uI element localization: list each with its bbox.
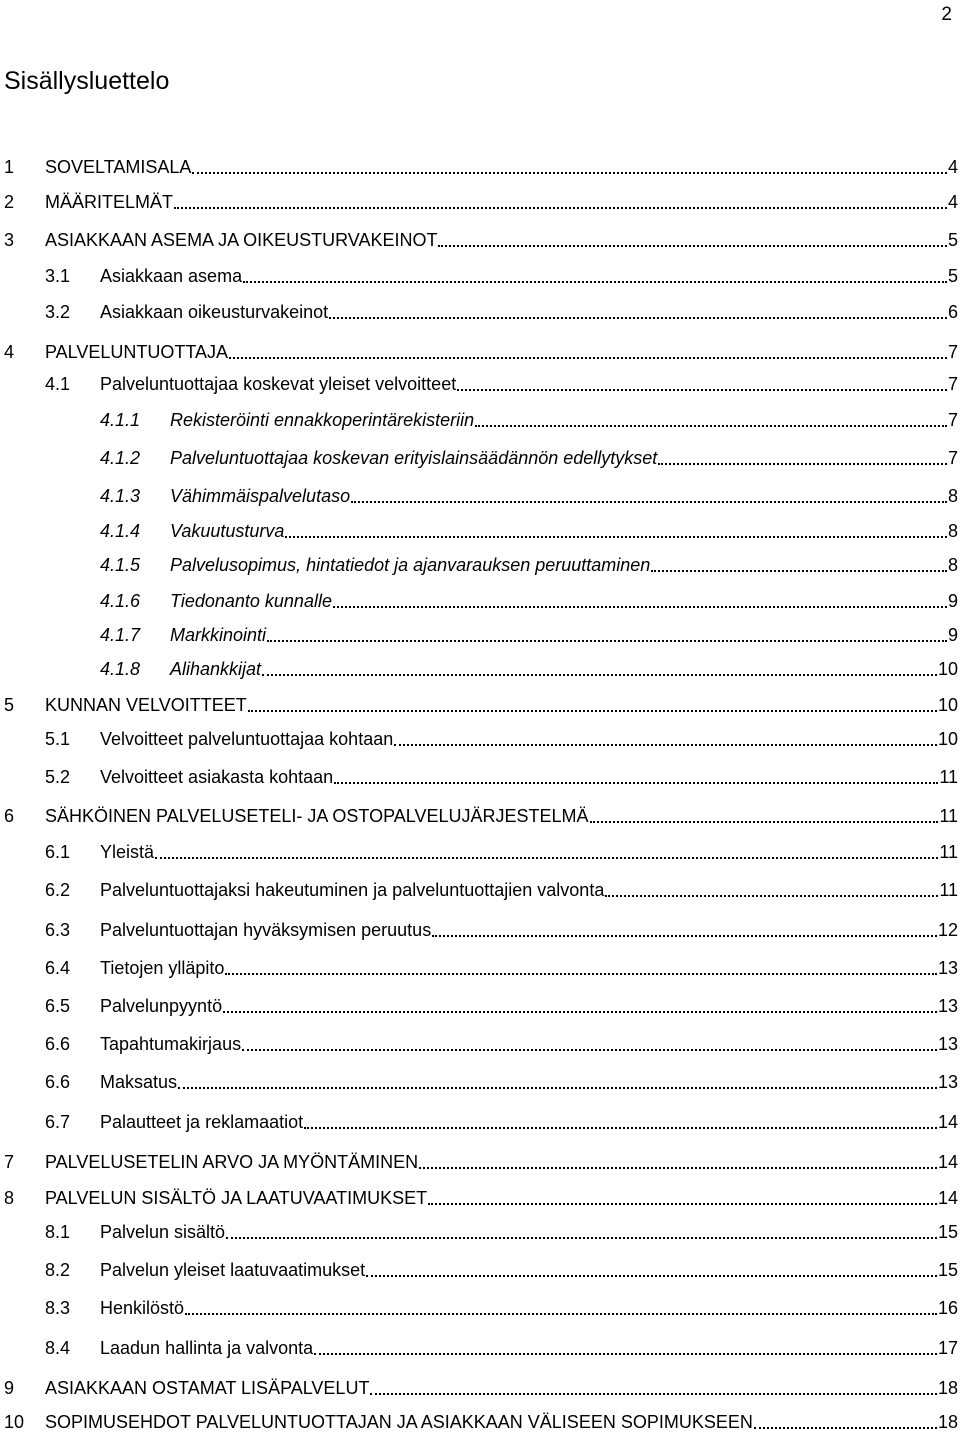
toc-entry-title: SOVELTAMISALA — [45, 157, 192, 177]
toc-dot-leader — [432, 935, 937, 937]
toc-entry-title: Palvelun yleiset laatuvaatimukset — [100, 1260, 366, 1280]
toc-entry[interactable] — [0, 228, 960, 252]
toc-dot-leader — [225, 973, 937, 975]
toc-entry-title: PALVELUSETELIN ARVO JA MYÖNTÄMINEN — [45, 1152, 419, 1172]
toc-entry[interactable] — [0, 264, 960, 288]
toc-entry-number: 10 — [4, 1412, 25, 1432]
toc-dot-leader — [304, 1127, 937, 1129]
toc-dot-leader — [262, 674, 937, 676]
toc-entry-title: Laadun hallinta ja valvonta — [100, 1338, 314, 1358]
toc-entry-page: 17 — [937, 1338, 958, 1358]
toc-dot-leader — [178, 1087, 937, 1089]
toc-dot-leader — [658, 463, 947, 465]
toc-entry[interactable] — [0, 300, 960, 324]
toc-entry[interactable] — [0, 1110, 960, 1134]
toc-dot-leader — [334, 782, 938, 784]
toc-entry-title: Vakuutusturva — [170, 521, 285, 541]
toc-dot-leader — [226, 1237, 937, 1239]
toc-entry-number: 1 — [4, 157, 15, 177]
toc-entry-page: 11 — [939, 842, 958, 862]
toc-entry-title: Velvoitteet asiakasta kohtaan — [100, 767, 334, 787]
toc-entry-number: 4.1.6 — [100, 591, 141, 611]
toc-entry-page: 10 — [937, 659, 958, 679]
toc-entry-number: 4.1.1 — [100, 410, 141, 430]
toc-dot-leader — [242, 1049, 937, 1051]
toc-entry[interactable] — [0, 840, 960, 864]
toc-entry[interactable] — [0, 1376, 960, 1400]
toc-entry[interactable] — [0, 1410, 960, 1434]
toc-entry-page: 15 — [937, 1260, 958, 1280]
toc-entry-title: Asiakkaan oikeusturvakeinot — [100, 302, 329, 322]
toc-entry[interactable] — [0, 623, 960, 647]
toc-entry-title: Tietojen ylläpito — [100, 958, 225, 978]
toc-entry-title: Tapahtumakirjaus — [100, 1034, 242, 1054]
toc-entry[interactable] — [0, 1258, 960, 1282]
toc-entry-title: Palveluntuottajaa koskevat yleiset velvoitteet — [100, 374, 457, 394]
toc-dot-leader — [185, 1313, 937, 1315]
toc-entry-number: 4.1.8 — [100, 659, 141, 679]
toc-entry-number: 6.4 — [45, 958, 71, 978]
toc-entry-page: 7 — [947, 374, 958, 394]
toc-entry-page: 16 — [937, 1298, 958, 1318]
toc-dot-leader — [285, 536, 947, 538]
toc-entry[interactable] — [0, 727, 960, 751]
toc-dot-leader — [174, 207, 947, 209]
toc-entry[interactable] — [0, 918, 960, 942]
toc-entry-page: 11 — [939, 880, 958, 900]
toc-entry-number: 6.6 — [45, 1072, 71, 1092]
toc-dot-leader — [438, 245, 947, 247]
toc-entry-page: 13 — [937, 958, 958, 978]
toc-entry-title: MÄÄRITELMÄT — [45, 192, 174, 212]
toc-dot-leader — [590, 821, 939, 823]
toc-dot-leader — [419, 1167, 937, 1169]
toc-entry-title: Vähimmäispalvelutaso — [170, 486, 351, 506]
toc-entry-title: PALVELUN SISÄLTÖ JA LAATUVAATIMUKSET — [45, 1188, 428, 1208]
toc-entry-title: Henkilöstö — [100, 1298, 185, 1318]
toc-entry-page: 4 — [947, 192, 958, 212]
toc-entry-page: 14 — [937, 1152, 958, 1172]
toc-entry[interactable] — [0, 765, 960, 789]
toc-entry-number: 9 — [4, 1378, 15, 1398]
toc-entry-title: Velvoitteet palveluntuottajaa kohtaan — [100, 729, 394, 749]
toc-dot-leader — [192, 172, 947, 174]
toc-entry-number: 5 — [4, 695, 15, 715]
toc-entry-page: 14 — [937, 1112, 958, 1132]
toc-entry-number: 3.2 — [45, 302, 71, 322]
toc-entry-title: Yleistä — [100, 842, 155, 862]
toc-entry-number: 4.1.2 — [100, 448, 141, 468]
toc-entry-number: 3.1 — [45, 266, 71, 286]
toc-entry-title: Rekisteröinti ennakkoperintärekisteriin — [170, 410, 475, 430]
toc-entry-page: 13 — [937, 996, 958, 1016]
toc-entry-title: Palautteet ja reklamaatiot — [100, 1112, 304, 1132]
toc-dot-leader — [366, 1275, 937, 1277]
toc-dot-leader — [333, 606, 947, 608]
toc-entry-page: 11 — [939, 806, 958, 826]
toc-entry-number: 4.1 — [45, 374, 71, 394]
toc-entry-page: 13 — [937, 1072, 958, 1092]
toc-entry[interactable] — [0, 1296, 960, 1320]
toc-entry-page: 15 — [937, 1222, 958, 1242]
toc-entry-page: 13 — [937, 1034, 958, 1054]
toc-entry-title: ASIAKKAAN ASEMA JA OIKEUSTURVAKEINOT — [45, 230, 438, 250]
toc-entry-page: 4 — [947, 157, 958, 177]
toc-entry-number: 6.5 — [45, 996, 71, 1016]
toc-entry[interactable] — [0, 1186, 960, 1210]
toc-entry-number: 4.1.4 — [100, 521, 141, 541]
toc-entry-page: 12 — [937, 920, 958, 940]
toc-dot-leader — [243, 281, 947, 283]
toc-entry[interactable] — [0, 589, 960, 613]
toc-title: Sisällysluettelo — [4, 67, 170, 95]
toc-entry[interactable] — [0, 1070, 960, 1094]
toc-entry-number: 4.1.3 — [100, 486, 141, 506]
toc-entry-number: 4.1.7 — [100, 625, 141, 645]
toc-entry[interactable] — [0, 408, 960, 432]
toc-dot-leader — [267, 640, 947, 642]
toc-entry-page: 9 — [947, 591, 958, 611]
toc-entry-number: 8.2 — [45, 1260, 71, 1280]
toc-entry-title: Asiakkaan asema — [100, 266, 243, 286]
toc-entry-page: 5 — [947, 266, 958, 286]
toc-entry[interactable] — [0, 484, 960, 508]
toc-dot-leader — [428, 1203, 937, 1205]
toc-entry-number: 6.6 — [45, 1034, 71, 1054]
toc-entry[interactable] — [0, 372, 960, 396]
toc-entry[interactable] — [0, 1150, 960, 1174]
toc-entry[interactable] — [0, 340, 960, 364]
toc-dot-leader — [394, 744, 937, 746]
toc-entry-number: 8.3 — [45, 1298, 71, 1318]
toc-entry-number: 8.1 — [45, 1222, 71, 1242]
toc-entry[interactable] — [0, 657, 960, 681]
page-number: 2 — [941, 4, 952, 25]
toc-dot-leader — [248, 710, 937, 712]
toc-entry[interactable] — [0, 1032, 960, 1056]
toc-entry-number: 7 — [4, 1152, 15, 1172]
toc-dot-leader — [370, 1393, 937, 1395]
toc-dot-leader — [223, 1011, 937, 1013]
toc-entry[interactable] — [0, 878, 960, 902]
toc-entry-number: 5.1 — [45, 729, 71, 749]
toc-entry-title: KUNNAN VELVOITTEET — [45, 695, 247, 715]
toc-entry-page: 8 — [947, 486, 958, 506]
toc-entry[interactable] — [0, 804, 960, 828]
toc-entry-title: SOPIMUSEHDOT PALVELUNTUOTTAJAN JA ASIAKKAAN VÄLISEEN SOPIMUKSEEN — [45, 1412, 753, 1432]
toc-entry-number: 4.1.5 — [100, 555, 141, 575]
toc-entry-page: 7 — [947, 342, 958, 362]
toc-dot-leader — [314, 1353, 937, 1355]
toc-entry-title: Palveluntuottajaksi hakeutuminen ja palveluntuottajien valvonta — [100, 880, 605, 900]
toc-entry-page: 7 — [947, 448, 958, 468]
toc-entry[interactable] — [0, 155, 960, 179]
toc-entry-title: PALVELUNTUOTTAJA — [45, 342, 229, 362]
toc-entry-number: 6.2 — [45, 880, 71, 900]
toc-entry-number: 5.2 — [45, 767, 71, 787]
toc-entry[interactable] — [0, 994, 960, 1018]
toc-entry-page: 6 — [947, 302, 958, 322]
toc-entry-title: Tiedonanto kunnalle — [170, 591, 332, 611]
toc-entry-page: 18 — [937, 1378, 958, 1398]
toc-entry-title: Palvelusopimus, hintatiedot ja ajanvarauksen peruuttaminen — [170, 555, 651, 575]
toc-entry-page: 8 — [947, 555, 958, 575]
toc-entry-page: 14 — [937, 1188, 958, 1208]
toc-entry-number: 8.4 — [45, 1338, 71, 1358]
toc-dot-leader — [605, 895, 938, 897]
toc-entry-page: 8 — [947, 521, 958, 541]
toc-entry-title: Palvelun sisältö — [100, 1222, 226, 1242]
toc-entry-page: 9 — [947, 625, 958, 645]
toc-entry-title: Maksatus — [100, 1072, 178, 1092]
toc-entry-number: 6.3 — [45, 920, 71, 940]
toc-entry-title: ASIAKKAAN OSTAMAT LISÄPALVELUT — [45, 1378, 370, 1398]
toc-entry-number: 4 — [4, 342, 15, 362]
toc-entry-number: 6.7 — [45, 1112, 71, 1132]
toc-entry-page: 11 — [939, 767, 958, 787]
toc-entry-number: 2 — [4, 192, 15, 212]
toc-entry-page: 7 — [947, 410, 958, 430]
toc-entry[interactable] — [0, 956, 960, 980]
toc-entry-title: Alihankkijat — [170, 659, 262, 679]
toc-dot-leader — [651, 570, 947, 572]
toc-dot-leader — [329, 317, 947, 319]
toc-entry-title: Palvelunpyyntö — [100, 996, 223, 1016]
toc-entry[interactable] — [0, 190, 960, 214]
toc-entry-number: 6 — [4, 806, 15, 826]
toc-entry[interactable] — [0, 446, 960, 470]
toc-entry-number: 3 — [4, 230, 15, 250]
toc-entry-number: 6.1 — [45, 842, 71, 862]
toc-dot-leader — [155, 857, 938, 859]
toc-entry[interactable] — [0, 553, 960, 577]
toc-entry[interactable] — [0, 519, 960, 543]
toc-entry-page: 5 — [947, 230, 958, 250]
toc-entry-title: Palveluntuottajan hyväksymisen peruutus — [100, 920, 432, 940]
toc-entry-page: 10 — [937, 695, 958, 715]
toc-entry-page: 18 — [937, 1412, 958, 1432]
toc-dot-leader — [229, 357, 947, 359]
toc-entry[interactable] — [0, 1336, 960, 1360]
toc-entry[interactable] — [0, 693, 960, 717]
toc-dot-leader — [351, 501, 947, 503]
toc-dot-leader — [754, 1427, 937, 1429]
toc-dot-leader — [475, 425, 947, 427]
toc-entry-title: Palveluntuottajaa koskevan erityislainsäädännön edellytykset — [170, 448, 658, 468]
toc-entry-title: SÄHKÖINEN PALVELUSETELI- JA OSTOPALVELUJÄRJESTELMÄ — [45, 806, 589, 826]
toc-entry[interactable] — [0, 1220, 960, 1244]
toc-entry-number: 8 — [4, 1188, 15, 1208]
toc-entry-title: Markkinointi — [170, 625, 267, 645]
toc-dot-leader — [457, 389, 947, 391]
toc-entry-page: 10 — [937, 729, 958, 749]
